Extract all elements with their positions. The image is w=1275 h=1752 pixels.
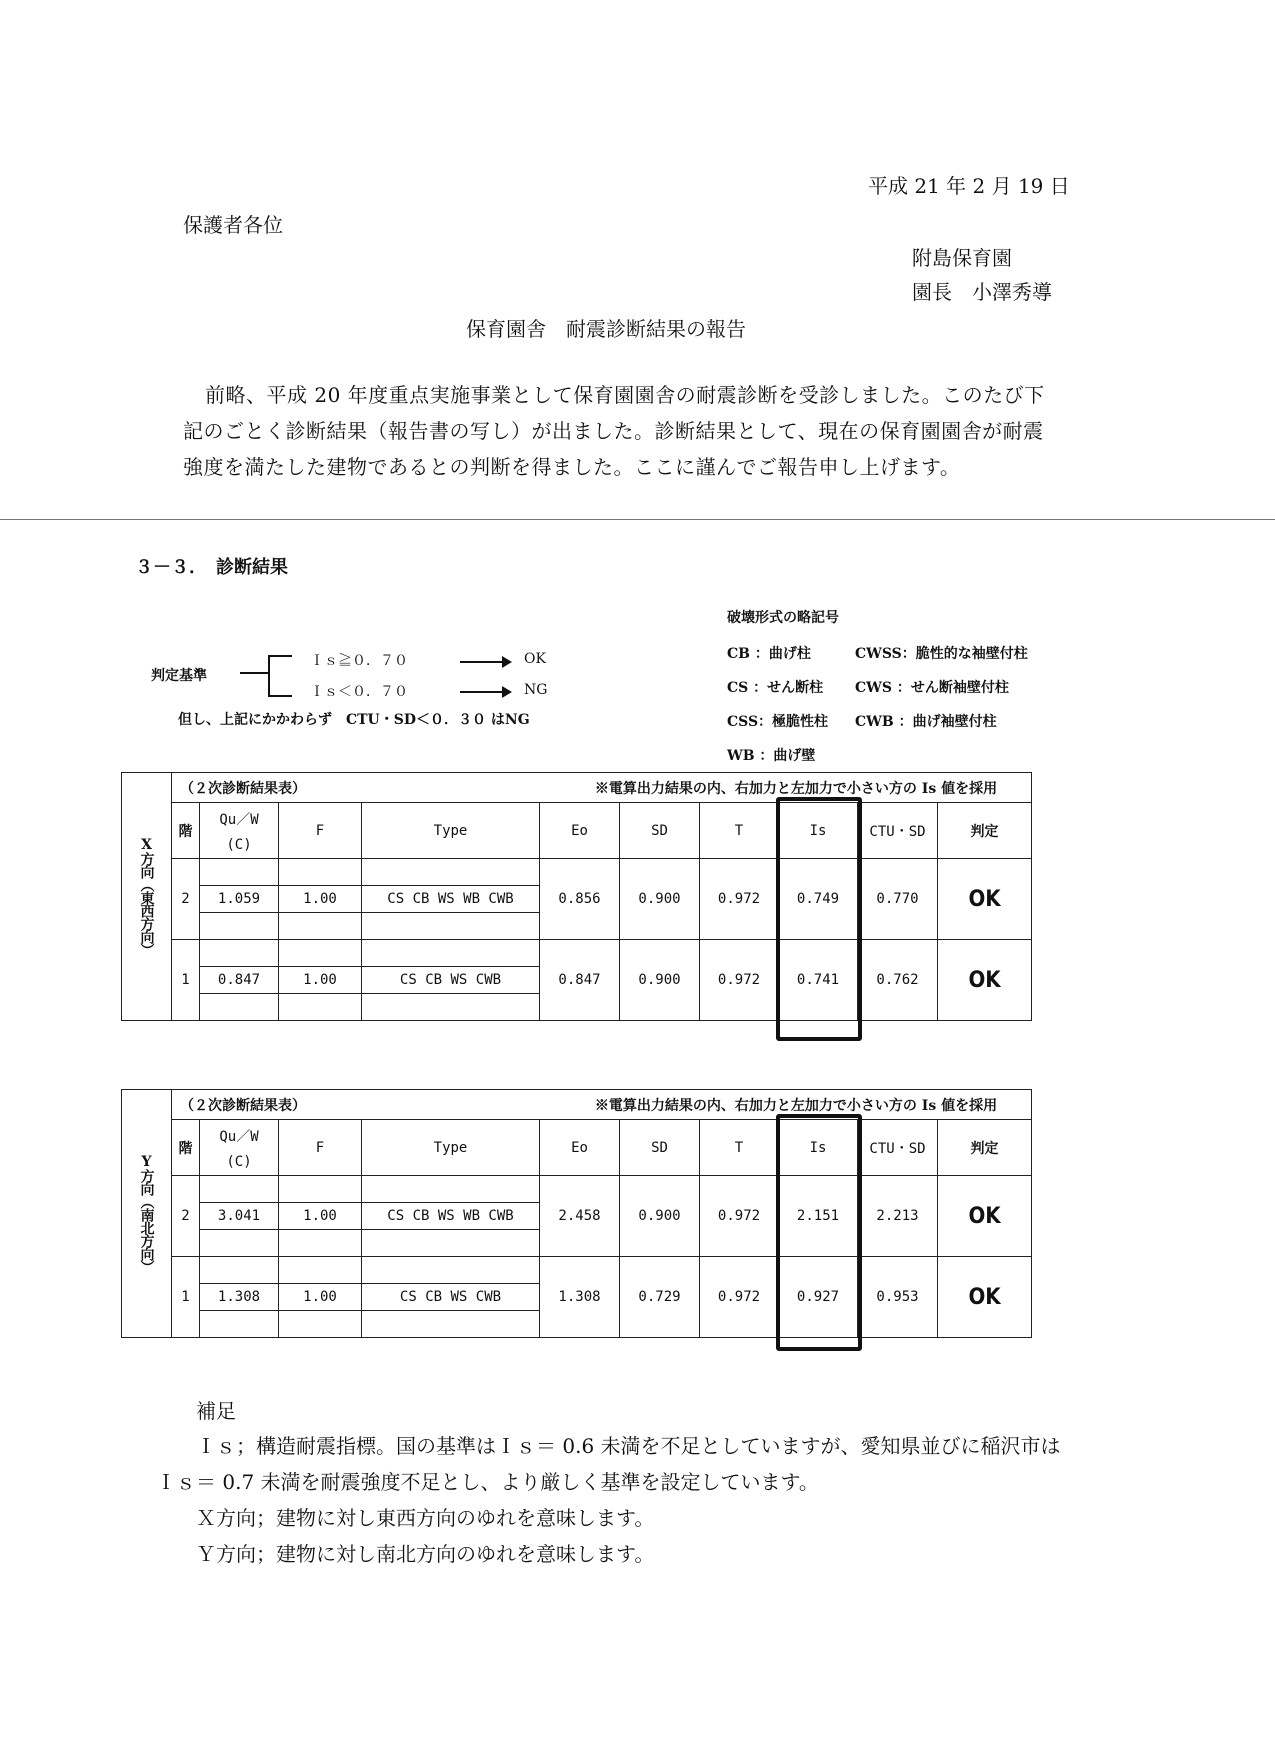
header-eo: Eo bbox=[540, 1120, 620, 1176]
cell-floor: 1 bbox=[172, 1257, 200, 1338]
header-floor: 階 bbox=[172, 803, 200, 859]
letter-recipient: 保護者各位 bbox=[183, 213, 283, 237]
table-row bbox=[122, 940, 1032, 967]
cell-blank bbox=[279, 859, 362, 886]
criteria-result-2: NG bbox=[524, 682, 548, 698]
cell-blank bbox=[200, 1176, 279, 1203]
cell-quw: 3.041 bbox=[200, 1203, 279, 1230]
header-floor: 階 bbox=[172, 1120, 200, 1176]
cell-judge: OK bbox=[938, 859, 1032, 940]
cell-type: CS CB WS CWB bbox=[362, 1284, 540, 1311]
cell-blank bbox=[362, 1311, 540, 1338]
cell-is: 0.927 bbox=[779, 1257, 858, 1338]
cell-is: 0.749 bbox=[779, 859, 858, 940]
cell-type: CS CB WS WB CWB bbox=[362, 1203, 540, 1230]
criteria-note: 但し、上記にかかわらず CTU・SD＜０．３０ はNG bbox=[178, 712, 530, 728]
header-sd: SD bbox=[620, 803, 700, 859]
legend-item: CSS：極脆性柱 bbox=[727, 714, 829, 730]
table-row bbox=[122, 859, 1032, 886]
criteria-bracket bbox=[268, 655, 292, 697]
header-quw bbox=[200, 1120, 279, 1176]
cell-blank bbox=[200, 913, 279, 940]
supplement-y-note: Ｙ方向；建物に対し南北方向のゆれを意味します。 bbox=[196, 1542, 655, 1566]
letter-title: 保育園舎 耐震診断結果の報告 bbox=[466, 317, 746, 341]
cell-blank bbox=[362, 1176, 540, 1203]
letter-organization: 附島保育園 bbox=[912, 246, 1012, 270]
cell-floor: 2 bbox=[172, 859, 200, 940]
cell-judge: OK bbox=[938, 1176, 1032, 1257]
cell-blank bbox=[362, 913, 540, 940]
cell-judge: OK bbox=[938, 940, 1032, 1021]
direction-label-cell bbox=[122, 773, 172, 1021]
header-c-label: (C) bbox=[226, 836, 252, 853]
criteria-bracket-stem bbox=[240, 672, 268, 674]
header-ctu-sd: CTU・SD bbox=[858, 803, 938, 859]
cell-floor: 2 bbox=[172, 1176, 200, 1257]
direction-label: Y方向（南北方向） bbox=[138, 1154, 155, 1273]
criteria-condition-2: Ｉｓ＜０．７０ bbox=[310, 684, 408, 700]
cell-blank bbox=[279, 1311, 362, 1338]
page-fold-line bbox=[0, 519, 1275, 520]
cell-ctu-sd: 0.770 bbox=[858, 859, 938, 940]
cell-blank bbox=[279, 1230, 362, 1257]
header-judge: 判定 bbox=[938, 803, 1032, 859]
cell-blank bbox=[200, 940, 279, 967]
header-f: F bbox=[279, 1120, 362, 1176]
direction-label-cell bbox=[122, 1090, 172, 1338]
header-sd: SD bbox=[620, 1120, 700, 1176]
legend-item: CWB ：曲げ袖壁付柱 bbox=[855, 714, 997, 730]
cell-blank bbox=[200, 1311, 279, 1338]
diagnosis-table-x bbox=[121, 772, 1032, 1021]
letter-body: 前略、平成 20 年度重点実施事業として保育園園舎の耐震診断を受診しました。このたび下記のごとく診断結果（報告書の写し）が出ました。診断結果として、現在の保育園園舎が耐震強度を満たした建物であるとの判断を得ました。ここに謹んでご報告申し上げます。 bbox=[183, 383, 1045, 479]
cell-sd: 0.900 bbox=[620, 859, 700, 940]
cell-blank bbox=[200, 994, 279, 1021]
header-quw-label: Qu／W bbox=[219, 811, 259, 828]
header-is: Is bbox=[779, 1120, 858, 1176]
header-f: F bbox=[279, 803, 362, 859]
cell-ctu-sd: 2.213 bbox=[858, 1176, 938, 1257]
is-column-highlight bbox=[776, 797, 862, 1041]
cell-floor: 1 bbox=[172, 940, 200, 1021]
cell-t: 0.972 bbox=[700, 1176, 779, 1257]
cell-blank bbox=[362, 994, 540, 1021]
cell-ctu-sd: 0.762 bbox=[858, 940, 938, 1021]
cell-eo: 2.458 bbox=[540, 1176, 620, 1257]
cell-t: 0.972 bbox=[700, 859, 779, 940]
cell-quw: 1.308 bbox=[200, 1284, 279, 1311]
diagnosis-table-y bbox=[121, 1089, 1032, 1338]
table-note: ※電算出力結果の内、右加力と左加力で小さい方の Is 値を採用 bbox=[594, 1097, 998, 1114]
supplement-is-note: Ｉｓ；構造耐震指標。国の基準はＩｓ＝ 0.6 未満を不足としていますが、愛知県並びに稲沢市はＩｓ＝ 0.7 未満を耐震強度不足とし、より厳しく基準を設定しています。 bbox=[156, 1434, 1061, 1494]
cell-quw: 1.059 bbox=[200, 886, 279, 913]
arrow-right-icon bbox=[460, 661, 510, 663]
cell-sd: 0.900 bbox=[620, 940, 700, 1021]
cell-eo: 0.847 bbox=[540, 940, 620, 1021]
cell-type: CS CB WS WB CWB bbox=[362, 886, 540, 913]
supplement-title: 補足 bbox=[196, 1399, 236, 1423]
cell-blank bbox=[362, 940, 540, 967]
cell-blank bbox=[362, 1230, 540, 1257]
header-judge: 判定 bbox=[938, 1120, 1032, 1176]
header-quw-label: Qu／W bbox=[219, 1128, 259, 1145]
cell-blank bbox=[362, 859, 540, 886]
cell-f: 1.00 bbox=[279, 1284, 362, 1311]
legend-item: CS ：せん断柱 bbox=[727, 680, 824, 696]
letter-sender: 園長 小澤秀導 bbox=[912, 280, 1052, 304]
letter-date: 平成 21 年 2 月 19 日 bbox=[868, 174, 1070, 198]
legend-item: CWS ：せん断袖壁付柱 bbox=[855, 680, 1009, 696]
cell-judge: OK bbox=[938, 1257, 1032, 1338]
arrow-right-icon bbox=[460, 691, 510, 693]
legend-title: 破壊形式の略記号 bbox=[727, 610, 839, 626]
cell-is: 2.151 bbox=[779, 1176, 858, 1257]
cell-blank bbox=[200, 1257, 279, 1284]
header-type: Type bbox=[362, 803, 540, 859]
table-caption-row bbox=[172, 773, 1032, 803]
cell-eo: 0.856 bbox=[540, 859, 620, 940]
is-column-highlight bbox=[776, 1114, 862, 1351]
cell-f: 1.00 bbox=[279, 886, 362, 913]
cell-blank bbox=[279, 940, 362, 967]
table-row bbox=[122, 1176, 1032, 1203]
cell-quw: 0.847 bbox=[200, 967, 279, 994]
table-caption: （２次診断結果表） bbox=[180, 1097, 306, 1114]
legend-item: CB ：曲げ柱 bbox=[727, 646, 811, 662]
cell-type: CS CB WS CWB bbox=[362, 967, 540, 994]
cell-f: 1.00 bbox=[279, 1203, 362, 1230]
cell-blank bbox=[279, 1257, 362, 1284]
header-c-label: (C) bbox=[226, 1153, 252, 1170]
table-note: ※電算出力結果の内、右加力と左加力で小さい方の Is 値を採用 bbox=[594, 780, 998, 797]
cell-f: 1.00 bbox=[279, 967, 362, 994]
cell-blank bbox=[200, 859, 279, 886]
legend-item: CWSS：脆性的な袖壁付柱 bbox=[855, 646, 1028, 662]
table-caption: （２次診断結果表） bbox=[180, 780, 306, 797]
cell-t: 0.972 bbox=[700, 1257, 779, 1338]
header-ctu-sd: CTU・SD bbox=[858, 1120, 938, 1176]
header-is: Is bbox=[779, 803, 858, 859]
criteria-label: 判定基準 bbox=[151, 668, 207, 684]
header-eo: Eo bbox=[540, 803, 620, 859]
header-t: T bbox=[700, 1120, 779, 1176]
header-t: T bbox=[700, 803, 779, 859]
cell-sd: 0.900 bbox=[620, 1176, 700, 1257]
supplement-x-note: Ｘ方向；建物に対し東西方向のゆれを意味します。 bbox=[196, 1506, 655, 1530]
cell-blank bbox=[200, 1230, 279, 1257]
cell-blank bbox=[279, 913, 362, 940]
cell-blank bbox=[279, 1176, 362, 1203]
table-row bbox=[122, 1257, 1032, 1284]
criteria-condition-1: Ｉｓ≧０．７０ bbox=[310, 653, 408, 669]
cell-blank bbox=[362, 1257, 540, 1284]
direction-label: X方向（東西方向） bbox=[138, 837, 155, 956]
section-heading: ３－３． 診断結果 bbox=[135, 557, 288, 578]
cell-t: 0.972 bbox=[700, 940, 779, 1021]
cell-sd: 0.729 bbox=[620, 1257, 700, 1338]
criteria-result-1: OK bbox=[524, 651, 546, 667]
table-caption-row bbox=[172, 1090, 1032, 1120]
cell-is: 0.741 bbox=[779, 940, 858, 1021]
cell-eo: 1.308 bbox=[540, 1257, 620, 1338]
legend-item: WB ：曲げ壁 bbox=[727, 748, 816, 764]
header-quw bbox=[200, 803, 279, 859]
cell-ctu-sd: 0.953 bbox=[858, 1257, 938, 1338]
header-type: Type bbox=[362, 1120, 540, 1176]
cell-blank bbox=[279, 994, 362, 1021]
